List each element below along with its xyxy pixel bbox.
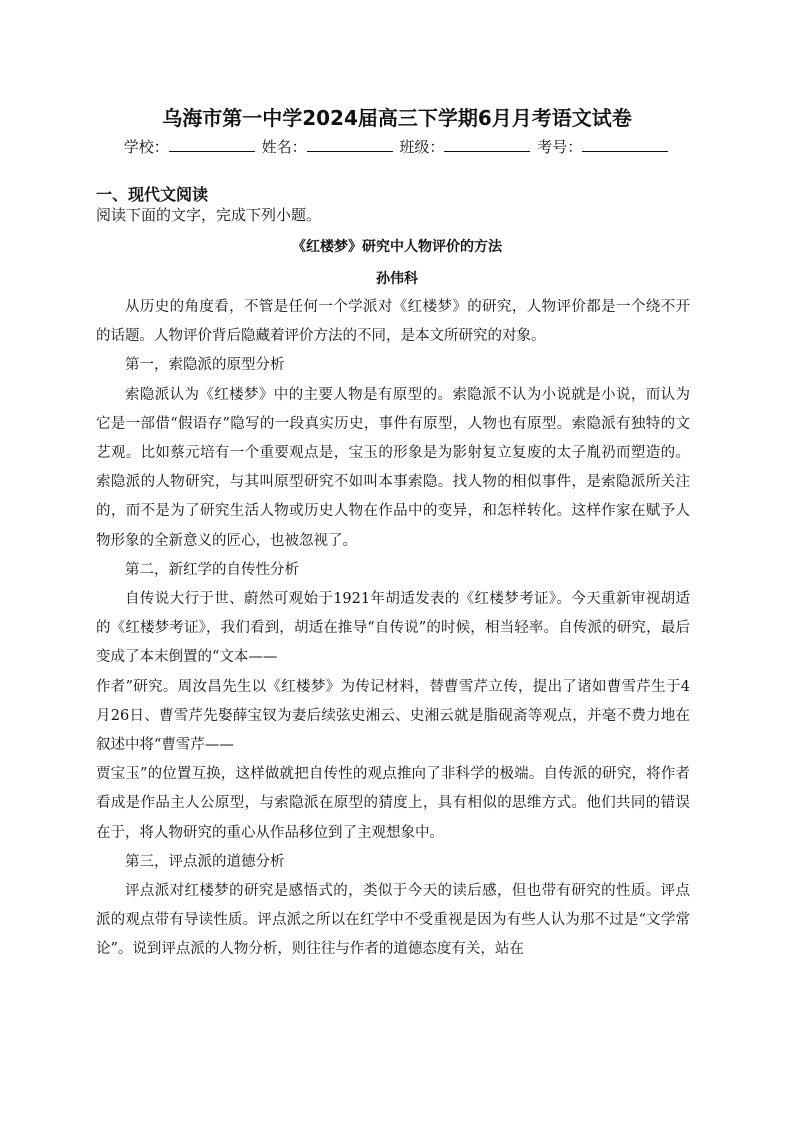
class-label: 班级： (399, 138, 445, 156)
section-instruction: 阅读下面的文字，完成下列小题。 (96, 206, 322, 224)
paragraph: 从历史的角度看，不管是任何一个学派对《红楼梦》的研究，人物评价都是一个绕不开的话题。人物评价背后隐藏着评价方法的不同，是本文所研究的对象。 (96, 299, 690, 345)
paragraph: 自传说大行于世、蔚然可观始于1921年胡适发表的《红楼梦考证》。今天重新审视胡适的《红楼梦考证》，我们看到，胡适在推导“自传说”的时候，相当轻率。自传派的研究，最后变成了本末倒置的“文本—— (96, 591, 690, 666)
paragraph: 评点派对红楼梦的研究是感悟式的，类似于今天的读后感，但也带有研究的性质。评点派的观点带有导读性质。评点派之所以在红学中不受重视是因为有些人认为那不过是“文学常论”。说到评点派的人物分析，则往往与作者的道德态度有关，站在 (96, 883, 690, 958)
paragraph: 贾宝玉”的位置互换，这样做就把自传性的观点推向了非科学的极端。自传派的研究，将作者看成是作品主人公原型，与索隐派在原型的猜度上，具有相似的思维方式。他们共同的错误在于，将人物研究的重心从作品移位到了主观想象中。 (96, 766, 690, 841)
paragraph: 第一，索隐派的原型分析 (125, 357, 285, 374)
article-body (96, 293, 690, 965)
paragraph: 作者”研究。周汝昌先生以《红楼梦》为传记材料，替曹雪芹立传，提出了诸如曹雪芹生于4月26日、曹雪芹先娶薛宝钗为妻后续弦史湘云、史湘云就是脂砚斋等观点，并毫不费力地在叙述中将“曹雪芹—— (96, 678, 690, 754)
student-info-line (0, 136, 794, 157)
article-author: 孙伟科 (376, 271, 418, 287)
section-heading: 一、现代文阅读 (96, 185, 209, 204)
paragraph: 第二，新红学的自传性分析 (125, 561, 299, 578)
school-blank (169, 137, 255, 152)
name-blank (307, 137, 393, 152)
exam-number-blank (582, 137, 668, 152)
school-label: 学校： (123, 138, 169, 156)
exam-title: 乌海市第一中学2024届高三下学期6月月考语文试卷 (162, 106, 632, 130)
paragraph: 第三，评点派的道德分析 (125, 853, 285, 870)
exam-number-label: 考号： (537, 138, 583, 156)
paragraph: 索隐派认为《红楼梦》中的主要人物是有原型的。索隐派不认为小说就是小说，而认为它是一部借“假语存”隐写的一段真实历史，事件有原型，人物也有原型。索隐派有独特的文艺观。比如蔡元培有一个重要观点是，宝玉的形象是为影射复立复废的太子胤礽而塑造的。索隐派的人物研究，与其叫原型研究不如叫本事索隐。找人物的相似事件，是索隐派所关注的，而不是为了研究生活人物或历史人物在作品中的变异，和怎样转化。这样作家在赋予人物形象的全新意义的匠心，也被忽视了。 (96, 386, 690, 549)
class-blank (444, 137, 530, 152)
article-title: 《红楼梦》研究中人物评价的方法 (292, 239, 502, 255)
name-label: 姓名： (261, 138, 307, 156)
